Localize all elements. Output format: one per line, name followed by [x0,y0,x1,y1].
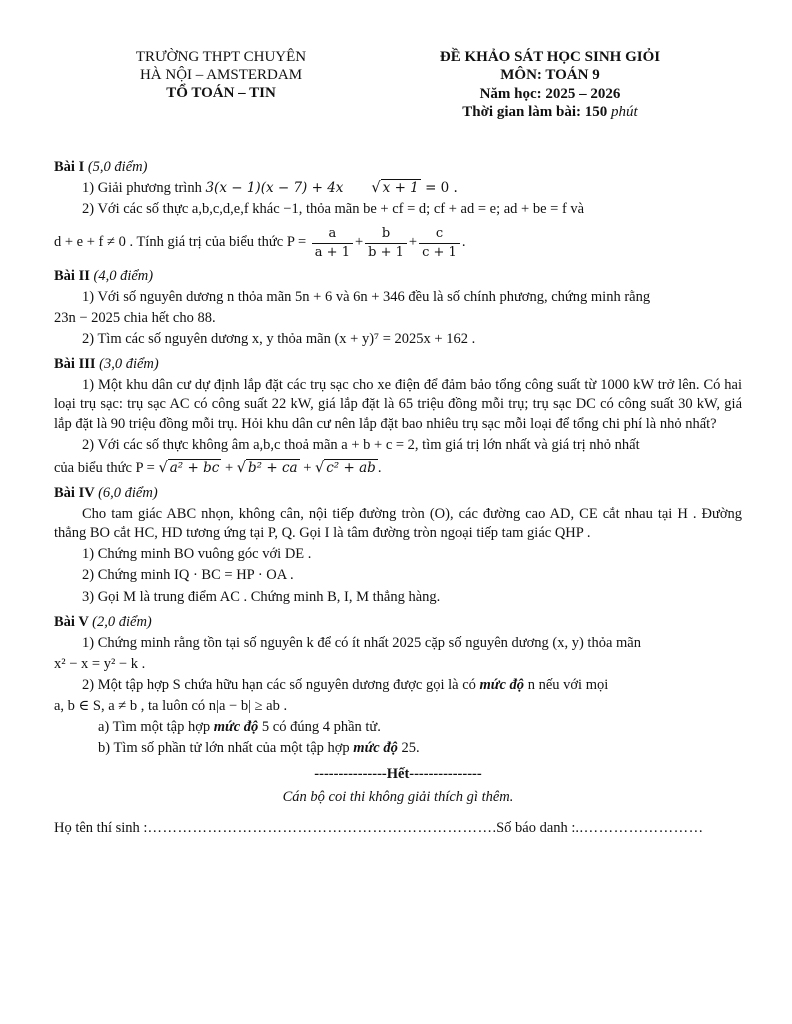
section-3-title: Bài III (3,0 điểm) [54,356,159,373]
problem-5-2-b: b) Tìm số phần tử lớn nhất của một tập hợp mức độ 25. [98,740,420,757]
problem-5-2-a: a) Tìm một tập hợp mức độ 5 có đúng 4 phần tử. [98,719,381,736]
problem-2-1-line2: 23n − 2025 chia hết cho 88. [54,309,216,326]
candidate-id-dots: ..…………………… [575,819,704,836]
problem-5-2-line2: a, b ∈ S, a ≠ b , ta luôn có n|a − b| ≥ ab . [54,698,288,715]
problem-1-2: 2) Với các số thực a,b,c,d,e,f khác −1, thỏa mãn be + cf = d; cf + ad = e; ad + be = f và [82,201,585,218]
problem-3-2-line2: của biểu thức P = √ a² + bc + √ b² + ca + √ c² + ab . [54,459,742,478]
exam-title: ĐỀ KHẢO SÁT HỌC SINH GIỎI [439,49,661,65]
candidate-name-label: Họ tên thí sinh : [54,819,148,836]
sqrt-sign: √ x + 1 [371,180,419,197]
time-limit: Thời gian làm bài: 150 phút [462,103,638,120]
problem-4-1: 1) Chứng minh BO vuông góc với DE . [82,546,312,563]
sqrt-term-1: √ a² + bc [158,459,220,476]
problem-4-intro: Cho tam giác ABC nhọn, không cân, nội tiếp đường tròn (O), các đường cao AD, CE cắt nhau tại H . Đường thẳng BO cắt HC, HD tương ứng tại P, Q. Gọi I là tâm đường tròn ngoại tiếp tam giác QHP . [54,506,742,542]
school-year: Năm học: 2025 – 2026 [479,85,621,102]
exam-content [54,152,742,838]
candidate-info-line [54,819,742,838]
section-5-title: Bài V (2,0 điểm) [54,613,152,630]
fraction-c: $\frac{c}{c + 1}$ [419,225,460,260]
school-info [96,48,346,102]
problem-5-1-line1: 1) Chứng minh rằng tồn tại số nguyên k để có ít nhất 2025 cặp số nguyên dương (x, y) thỏa mãn [82,634,641,651]
candidate-name-dots: …………………………………………………………… [147,819,493,836]
problem-1-2-expression: d + e + f ≠ 0 . Tính giá trị của biểu thức P = $\frac{a}{a + 1}$ + $\frac{b}{b + 1}$ + $\frac{c}{c + 1}$ . [54,226,466,260]
school-name-line2: HÀ NỘI – AMSTERDAM [139,67,303,83]
section-2-title: Bài II (4,0 điểm) [54,267,154,284]
proctor-note: Cán bộ coi thi không giải thích gì thêm. [282,788,514,805]
problem-3-1: 1) Một khu dân cư dự định lắp đặt các trụ sạc cho xe điện để đảm bảo tổng công suất từ 1000 kW trở lên. Có hai loại trụ sạc: trụ sạc AC có công suất 22 kW, giá lắp đặt là 65 triệu đồng mỗi trụ; trụ sạc DC có công suất 30 kW, giá lắp đặt là 90 triệu đồng mỗi trụ. Hỏi khu dân cư nên lắp đặt bao nhiêu trụ sạc mỗi loại để tổng chi phí là nhỏ nhất? [54,377,742,432]
problem-4-2: 2) Chứng minh IQ · BC = HP · OA . [82,567,294,584]
sqrt-term-3: √ c² + ab [315,459,376,476]
section-1-title: Bài I (5,0 điểm) [54,159,148,175]
department-name: TỔ TOÁN – TIN [166,85,276,101]
section-4-title: Bài IV (6,0 điểm) [54,484,158,501]
exam-info [420,48,680,121]
candidate-id-label: .Số báo danh : [492,819,576,836]
sqrt-term-2: √ b² + ca [236,459,298,476]
problem-2-2: 2) Tìm các số nguyên dương x, y thỏa mãn (x + y)⁷ = 2025x + 162 . [82,331,476,348]
problem-2-1-line1: 1) Với số nguyên dương n thỏa mãn 5n + 6 và 6n + 346 đều là số chính phương, chứng minh rằng [82,288,651,305]
exam-subject: MÔN: TOÁN 9 [500,67,600,84]
problem-4-3: 3) Gọi M là trung điểm AC . Chứng minh B, I, M thẳng hàng. [82,588,441,605]
problem-1-1: 1) Giải phương trình 3(x − 1)(x − 7) + 4x √ x + 1 = 0 . [54,179,742,198]
fraction-a: $\frac{a}{a + 1}$ [312,225,353,260]
problem-5-1-line2: x² − x = y² − k . [54,655,146,672]
problem-5-2-line1: 2) Một tập hợp S chứa hữu hạn các số nguyên dương được gọi là có mức độ n nếu với mọi [82,677,609,694]
exam-header [0,48,792,128]
school-name-line1: TRƯỜNG THPT CHUYÊN [135,49,307,65]
fraction-b: $\frac{b}{b + 1}$ [365,225,407,260]
end-mark: ---------------Hết--------------- [314,765,482,782]
problem-3-2-line1: 2) Với các số thực không âm a,b,c thoả mãn a + b + c = 2, tìm giá trị lớn nhất và giá trị nhỏ nhất [82,436,640,453]
